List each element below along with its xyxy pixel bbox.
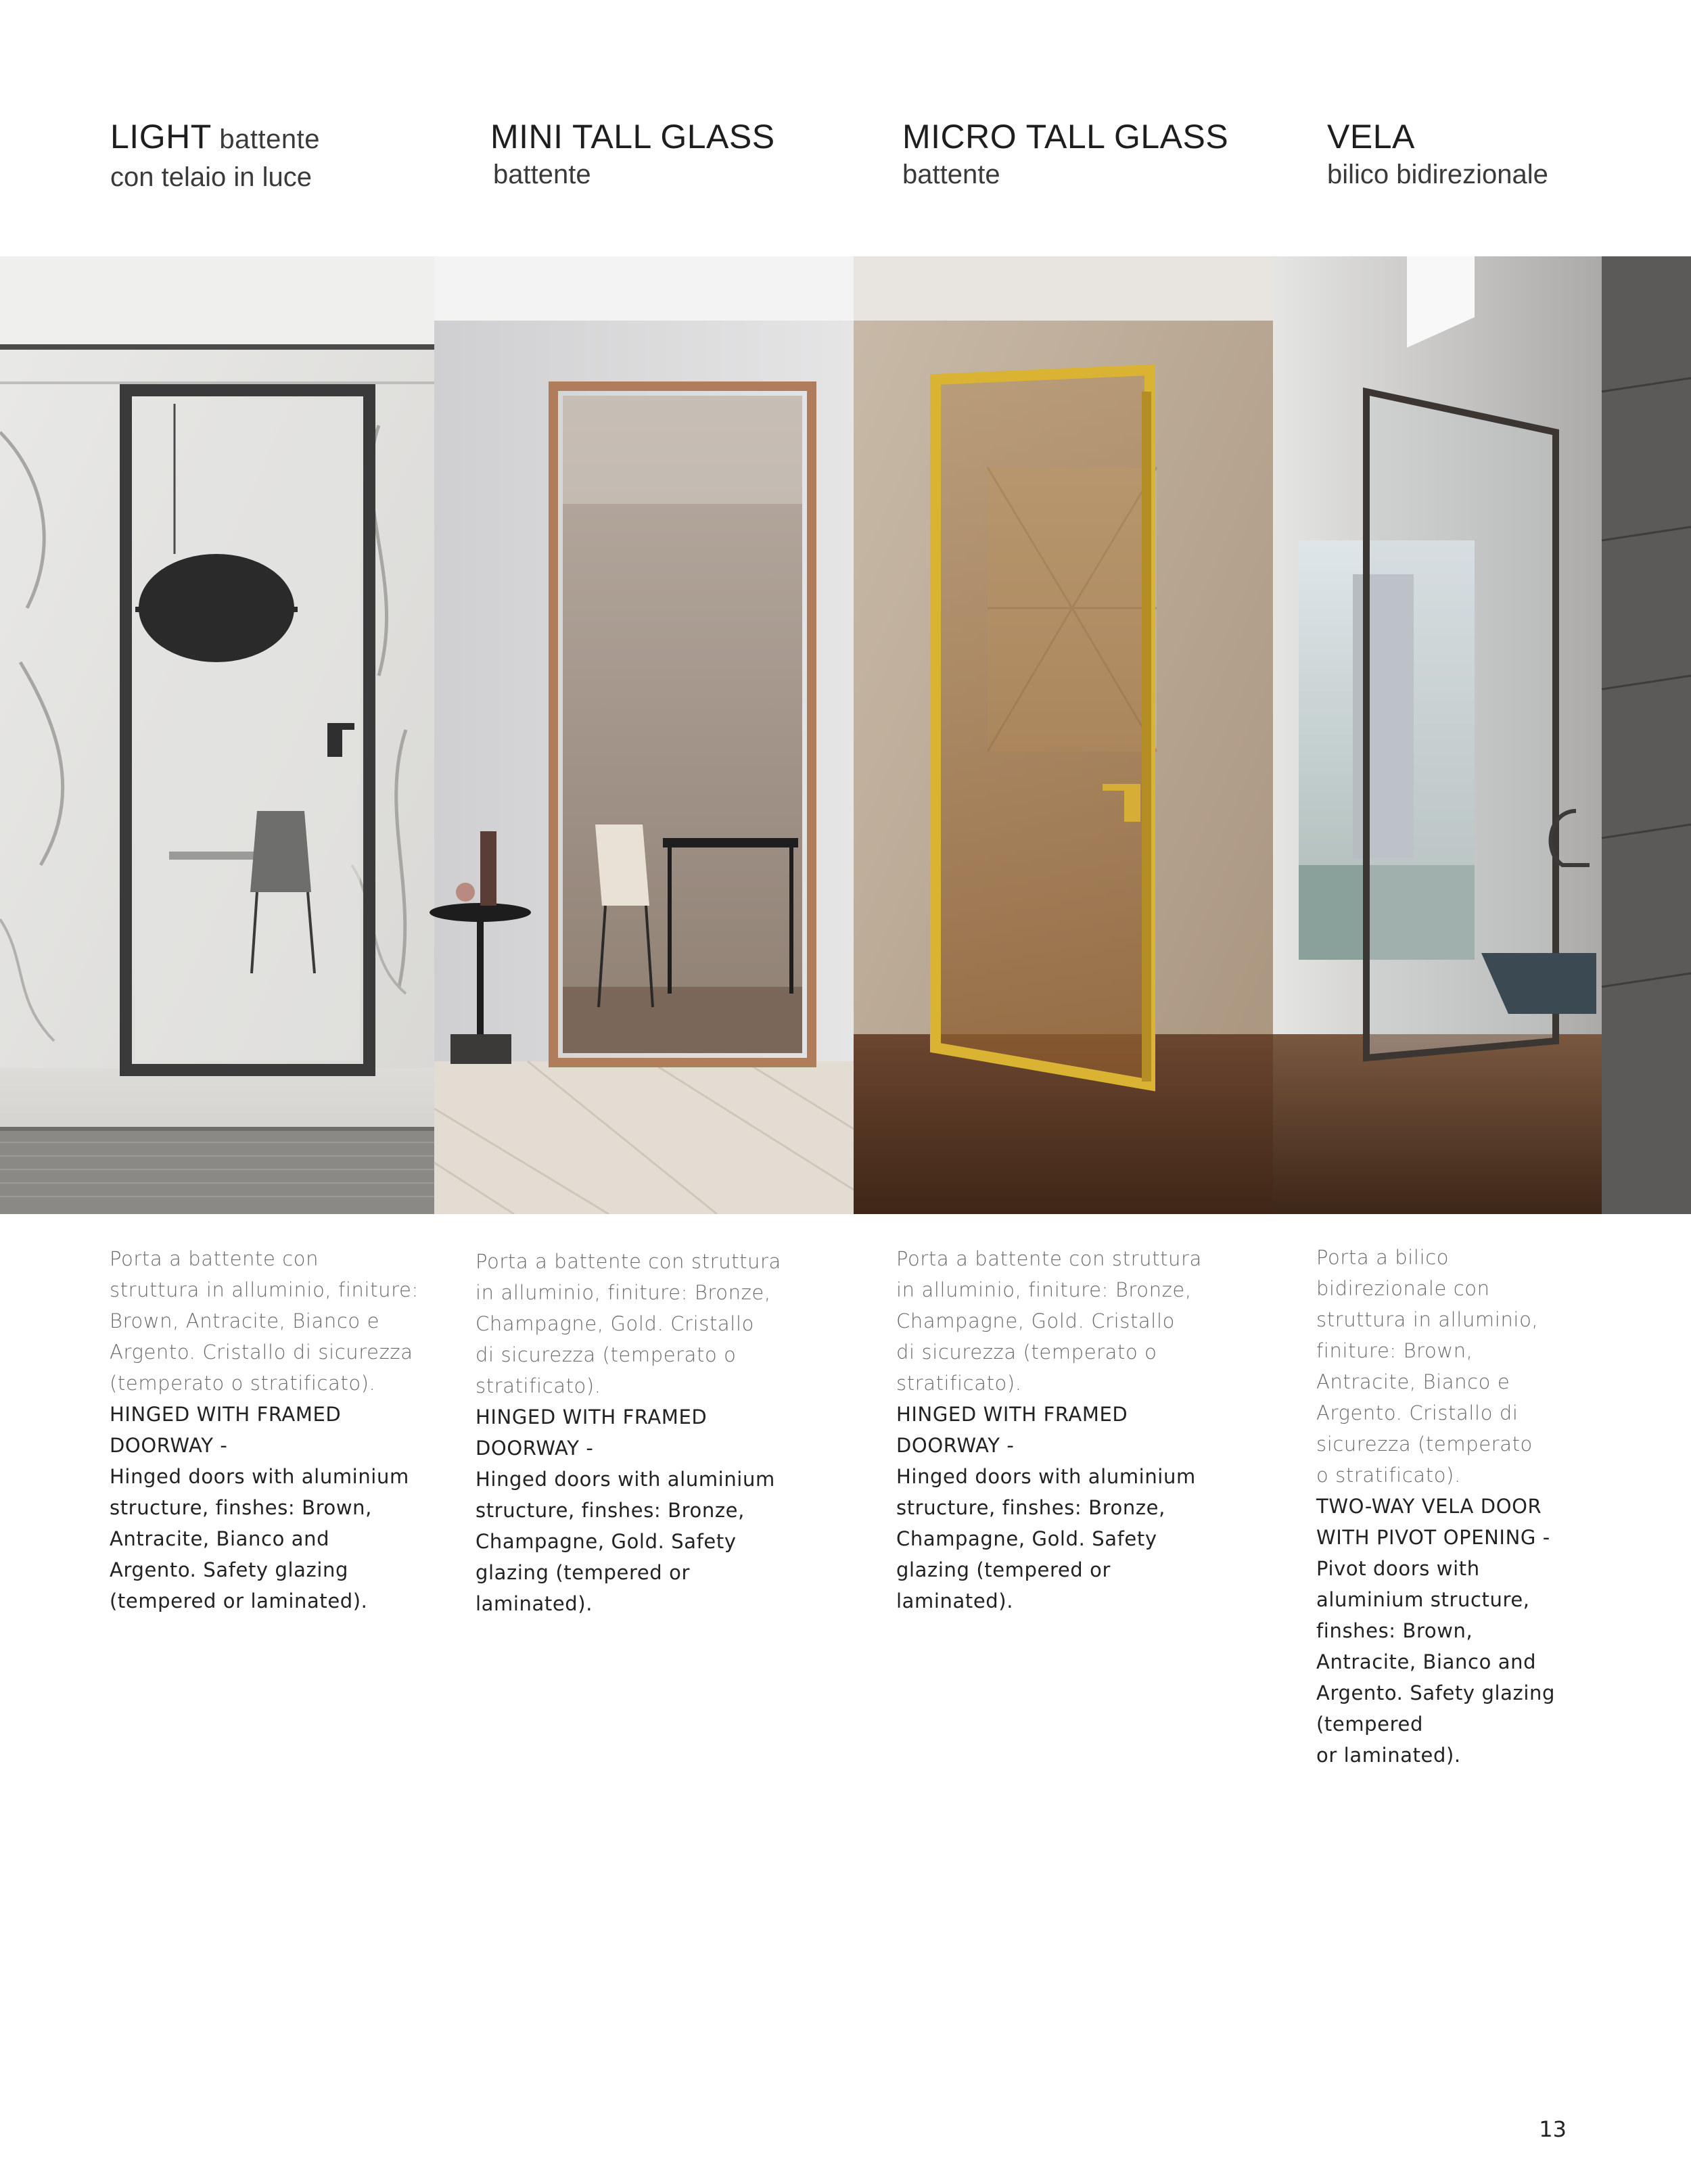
description-italian: Porta a bilico bidirezionale con struttura in alluminio, finiture: Brown, Antracite, Bianco e Argento. Cristallo di sicurezza (temperato o stratificato).: [1316, 1246, 1539, 1487]
description-italian: Porta a battente con struttura in alluminio, finiture: Brown, Antracite, Bianco e Argento. Cristallo di sicurezza (temperato o stratificato).: [110, 1247, 419, 1395]
heading-mini-tall-glass: [490, 116, 869, 192]
heading-title: VELA: [1327, 118, 1415, 156]
description-mini-tall-glass: [476, 1246, 854, 1619]
photo-light: [0, 256, 434, 1214]
heading-light: [110, 116, 489, 195]
door-photo-strip: [0, 256, 1691, 1214]
photo-micro-tall-glass: [854, 256, 1273, 1214]
photo-mini-tall-glass: [430, 256, 854, 1214]
photo-vela: [1273, 256, 1691, 1214]
description-italian: Porta a battente con struttura in alluminio, finiture: Bronze, Champagne, Gold. Cristallo di sicurezza (temperato o stratificato).: [476, 1250, 781, 1397]
heading-subtitle: battente: [902, 160, 1000, 189]
heading-vela: [1327, 116, 1691, 192]
description-light: [110, 1243, 461, 1617]
description-italian: Porta a battente con struttura in alluminio, finiture: Bronze, Champagne, Gold. Cristallo di sicurezza (temperato o stratificato).: [896, 1247, 1202, 1395]
description-vela: [1316, 1242, 1654, 1771]
heading-title-inline: battente: [211, 124, 320, 154]
description-english: HINGED WITH FRAMED DOORWAY - Hinged doors with aluminium structure, finshes: Bronze, Champagne, Gold. Safety glazing (tempered or laminated).: [476, 1405, 775, 1615]
description-english: HINGED WITH FRAMED DOORWAY - Hinged doors with aluminium structure, finshes: Brown, Antracite, Bianco and Argento. Safety glazing (tempered or laminated).: [110, 1403, 409, 1612]
heading-micro-tall-glass: [902, 116, 1281, 192]
heading-subtitle: battente: [493, 160, 591, 189]
heading-subtitle: con telaio in luce: [110, 162, 312, 192]
description-micro-tall-glass: [896, 1243, 1275, 1617]
page-number: 13: [1539, 2116, 1567, 2142]
description-english: TWO-WAY VELA DOOR WITH PIVOT OPENING - Pivot doors with aluminium structure, finshes: Brown, Antracite, Bianco and Argento. Safety glazing (tempered or laminated).: [1316, 1495, 1556, 1767]
heading-title: MINI TALL GLASS: [490, 118, 775, 156]
heading-subtitle: bilico bidirezionale: [1327, 160, 1548, 189]
description-english: HINGED WITH FRAMED DOORWAY - Hinged doors with aluminium structure, finshes: Bronze, Champagne, Gold. Safety glazing (tempered or laminated).: [896, 1403, 1196, 1612]
heading-title: LIGHT: [110, 118, 212, 156]
heading-title: MICRO TALL GLASS: [902, 118, 1229, 156]
